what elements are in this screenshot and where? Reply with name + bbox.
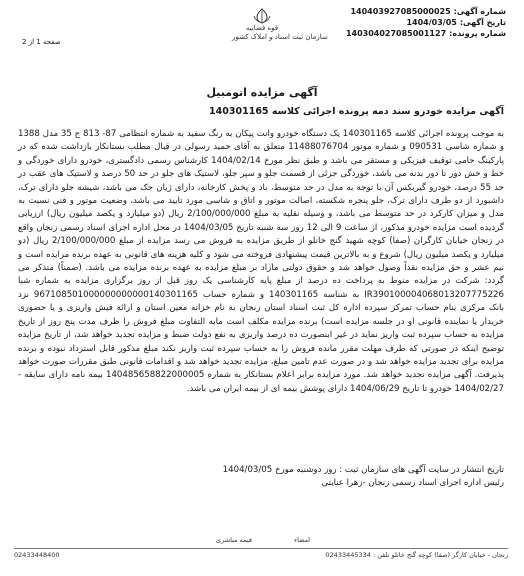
- ad-number-row: [276, 6, 506, 17]
- ad-number-value: 140403927085000025: [350, 7, 451, 16]
- body-paragraph: به موجب پرونده اجرائی کلاسه 140301165 یک دستگاه خودرو وانت پیکان به رنگ سفید به شماره انتظامی 87- 813 ج 35 مدل 1388 و شماره شاسی 090531 و شماره موتور 11488076704 متعلق به آقای حمید رسولی در قبال مطلب بستانکار بازداشت شده که در پارکینگ حامی توقیف فیزیکی و مستقر می باشد و طبق نظر مورخ 1404/02/14 کارشناس رسمی دادگستری، خودرو دارای خوردگی و خط و خش دور تا دور بدنه می باشد، خوردگی جزئی از قسمت جلو و سپر جلو، لاستیک های جلو در حد 50 درصد و لاستیک های عقب در حد 55 درصد، خودرو گیربکس آن با توجه به مدل در حد متوسط، باد و پخش کارخانه، دارای ژیان جک می باشد، شیشه جلو دارای ترک، داشبورد از دو طرف دارای ترک، جلو پنجره شکسته، اصالت موتور و اتاق و شاسی مورد تایید می باشد، وضعیت موتور و فنی نسبت به مدل و میزان کارکرد در حد متوسط می باشد، و وسیله نقلیه به مبلغ 2/100/000/000 ریال (دو میلیارد و یکصد میلیون ریال) ارزیابی گردیده است مزایده خودرو مذکور، از ساعت 9 الی 12 روز سه شنبه تاریخ 1404/03/05 در محل اداره اجرای اسناد رسمی زنجان واقع در زنجان خیابان کارگران (صفا) کوچه شهید گنج خانلو از طریق مزایده به فروش می رسد مزایده از مبلغ 2/100/000/000 ریال (دو میلیارد و یکصد میلیون ریال) شروع و به بالاترین قیمت پیشنهادی فروخته می شود و کلیه هزینه های قانونی به عهده برنده مزایده است و نیم عشر و حق مزایده نقداً وصول خواهد شد و حقوق دولتی مازاد بر مبلغ مزایده به عهده برنده مزایده می باشد. (ضمناً) متذکر می گردد: شرکت در مزایده منوط به پرداخت ده درصد از مبلغ پایه کارشناسی یک روز قبل از روز برگزاری مزایده به شماره شبا IR390100004068013207775226 به شناسه 140301165 و شماره حساب 967108501000000000000140301165 نزد بانک مرکزی بنام حساب تمرکز سپرده اداره کل ثبت اسناد استان زنجان به نام خزانه معین استان و ارائه فیش واریزی و یا حضوری خریدار یا نماینده قانونی او در جلسه مزایده است) برنده مزایده مکلف است مابه التفاوت مبلغ فروش را ظرف مدت پنج روز از تاریخ مزایده به حساب سپرده ثبت واریز نماید در غیر اینصورت ده درصد واریزی به نفع دولت ضبط و مزایده تجدید خواهد شد، از تاریخ مزایده توضیح اینکه در صورتی که طرف مهلت مقرر مانده فروش را به حساب سپرده ثبت واریز نکند مبلغ مذکور قابل استرداد نبوده و برنده مزایده برای تجدید مزایده خواهد شد و در صورت عدم تامین مبلغ، مزایده تجدید خواهد شد و اقدامات قانونی طبق مقررات صورت خواهد پذیرفت. آگهی مزایده تجدید خواهد شد. مورد مزایده برابر اعلام بستانکار به شماره 140485658822000005 بیمه نامه دارای سابقه - 1404/02/27 خودرو تا تاریخ 1404/06/29 دارای پوشش بیمه ای از بیمه ایران می باشد.: [18, 129, 505, 394]
- fax-number: 02433448400: [14, 551, 60, 559]
- org-name-line1: قوه قضاییه: [245, 24, 279, 32]
- sign-label: امضاء: [294, 536, 310, 544]
- address-text: زنجان - خیابان کارگر (صفا) کوچه گنج خانلو تلفن : 02433445334: [325, 551, 508, 559]
- fax-block: [14, 551, 60, 559]
- org-name-line2: سازمان ثبت اسناد و املاک کشور: [232, 33, 328, 41]
- footer-block: [18, 464, 504, 490]
- document-subtitle: آگهی مزایده خودرو سند دمه پرونده اجرائی کلاسه 140301165: [209, 106, 504, 117]
- page-number: صفحه 1 از 2: [22, 38, 61, 46]
- document-title: آگهی مزایده اتومبیل: [206, 86, 318, 99]
- organization-emblem: [232, 8, 328, 42]
- signature-line: رئیس اداره اجرای اسناد رسمی زنجان -زهرا عنایتی: [321, 478, 504, 488]
- emblem-icon: [251, 8, 273, 24]
- ad-date-value: 1404/03/05: [406, 18, 457, 27]
- contact-bar: [14, 548, 508, 559]
- publish-date-line: تاریخ انتشار در سایت آگهی های سازمان ثبت : روز دوشنبه مورخ 1404/03/05: [222, 465, 504, 475]
- file-number-label: شماره پرونده:: [449, 29, 506, 38]
- ad-number-label: شماره آگهی:: [453, 7, 506, 16]
- file-number-value: 140304027085001127: [345, 29, 447, 38]
- ad-date-label: تاریخ آگهی:: [459, 18, 506, 27]
- sign-area: [216, 536, 310, 544]
- stamp-label: قیمه مباشری: [216, 536, 252, 544]
- ad-date-row: [276, 17, 506, 28]
